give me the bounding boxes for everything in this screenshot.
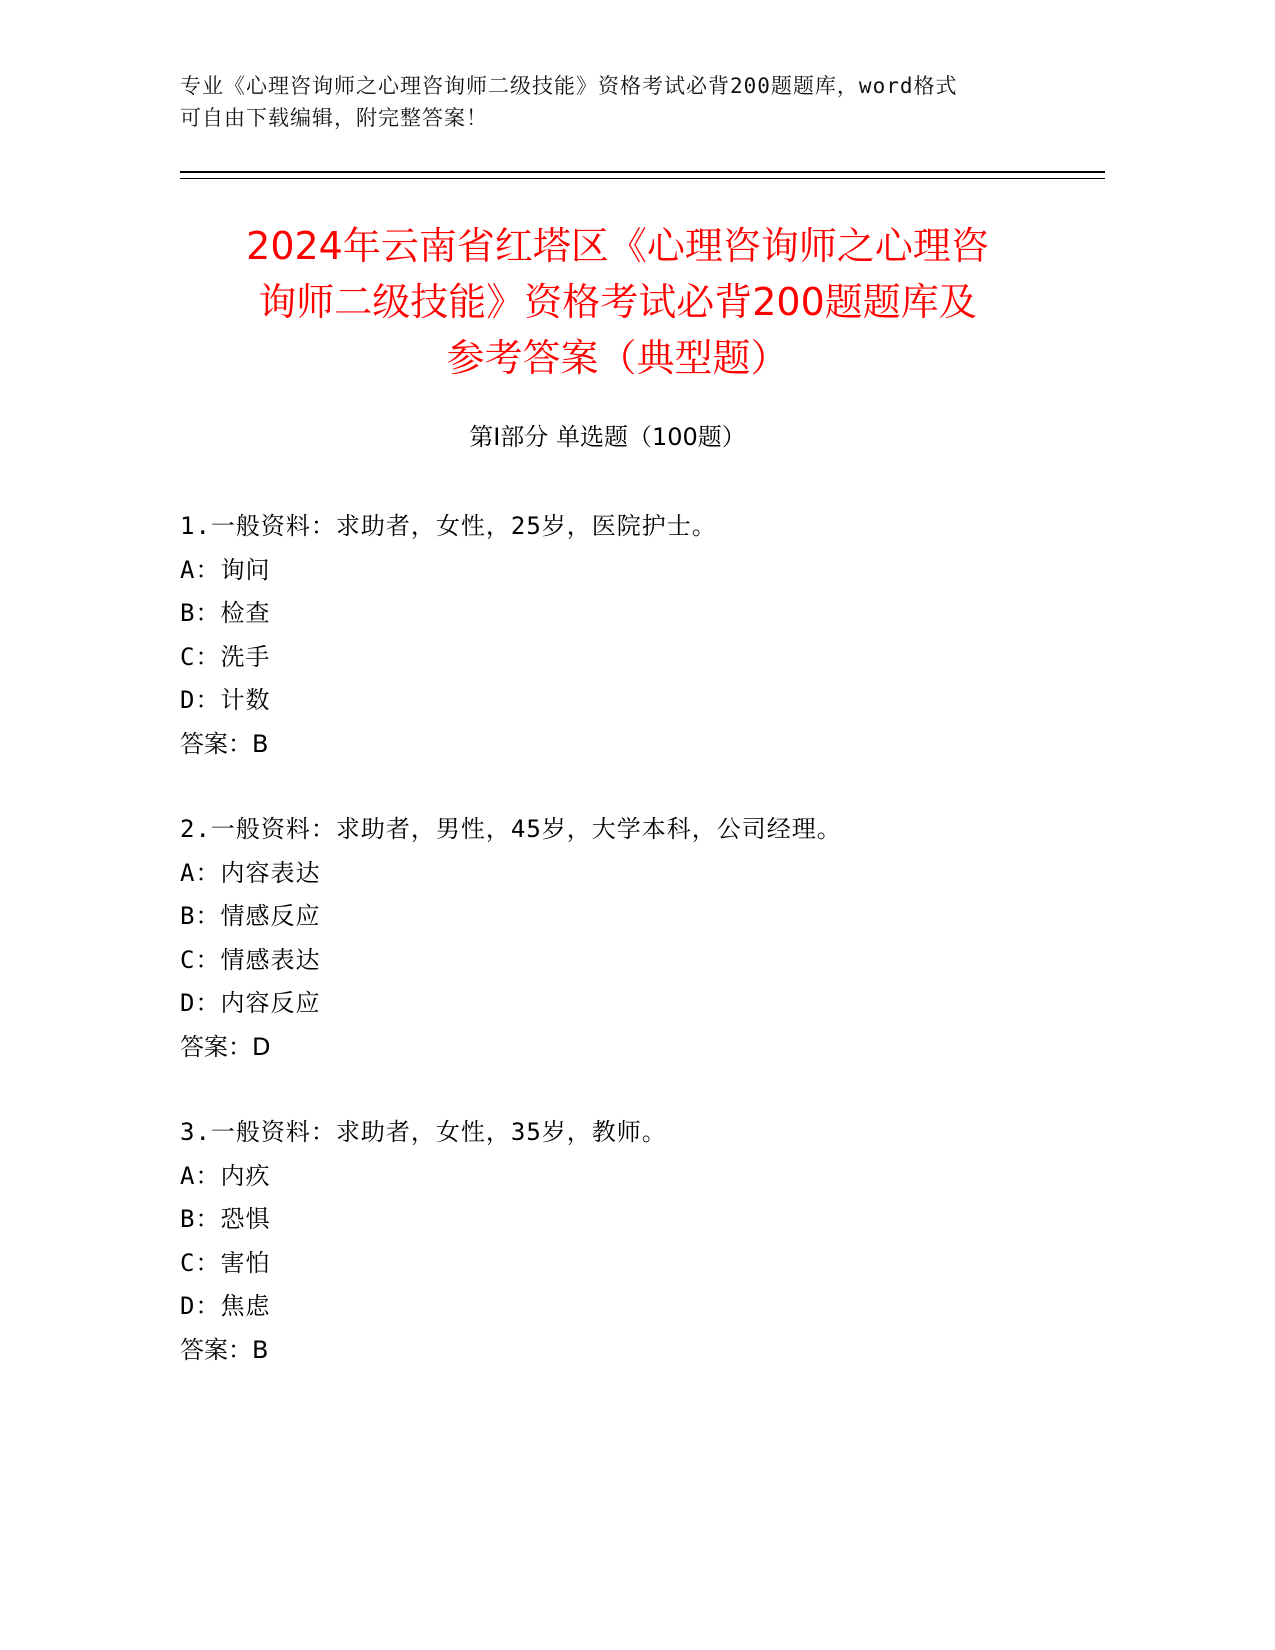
document-title-line-1: 2024年云南省红塔区《心理咨询师之心理咨 xyxy=(246,224,989,268)
question-list xyxy=(180,505,1080,1414)
option-d: D：内容反应 xyxy=(180,989,321,1017)
option-b: B：检查 xyxy=(180,599,271,627)
document-title-line-3: 参考答案（典型题） xyxy=(446,336,789,380)
question-item xyxy=(180,808,1080,1069)
option-a: A：询问 xyxy=(180,555,271,584)
question-item xyxy=(180,505,1080,766)
option-c: C：洗手 xyxy=(180,642,271,671)
header-note-line-1: 专业《心理咨询师之心理咨询师二级技能》资格考试必背200题题库，word格式 xyxy=(180,74,958,98)
option-a: A：内容表达 xyxy=(180,858,321,887)
option-b: B：情感反应 xyxy=(180,902,321,930)
section-heading: 第I部分 单选题（100题） xyxy=(469,423,746,451)
option-c: C：害怕 xyxy=(180,1248,271,1277)
answer-line: 答案：B xyxy=(180,1335,269,1364)
document-title-line-2: 询师二级技能》资格考试必背200题题库及 xyxy=(258,280,977,324)
header-note xyxy=(180,70,1060,134)
header-rule-thick xyxy=(180,171,1105,173)
question-stem: 3.一般资料：求助者，女性，35岁，教师。 xyxy=(180,1118,667,1146)
option-c: C：情感表达 xyxy=(180,945,321,974)
header-note-line-2: 可自由下载编辑，附完整答案！ xyxy=(180,106,488,130)
question-stem: 2.一般资料：求助者，男性，45岁，大学本科，公司经理。 xyxy=(180,815,842,843)
option-b: B：恐惧 xyxy=(180,1205,271,1233)
option-d: D：计数 xyxy=(180,686,271,714)
option-a: A：内疚 xyxy=(180,1161,271,1190)
answer-line: 答案：D xyxy=(180,1032,271,1061)
question-item xyxy=(180,1111,1080,1372)
question-stem: 1.一般资料：求助者，女性，25岁，医院护士。 xyxy=(180,512,717,540)
answer-line: 答案：B xyxy=(180,729,269,758)
option-d: D：焦虑 xyxy=(180,1292,271,1320)
header-rule-thin xyxy=(180,178,1105,179)
document-title xyxy=(150,218,1085,386)
